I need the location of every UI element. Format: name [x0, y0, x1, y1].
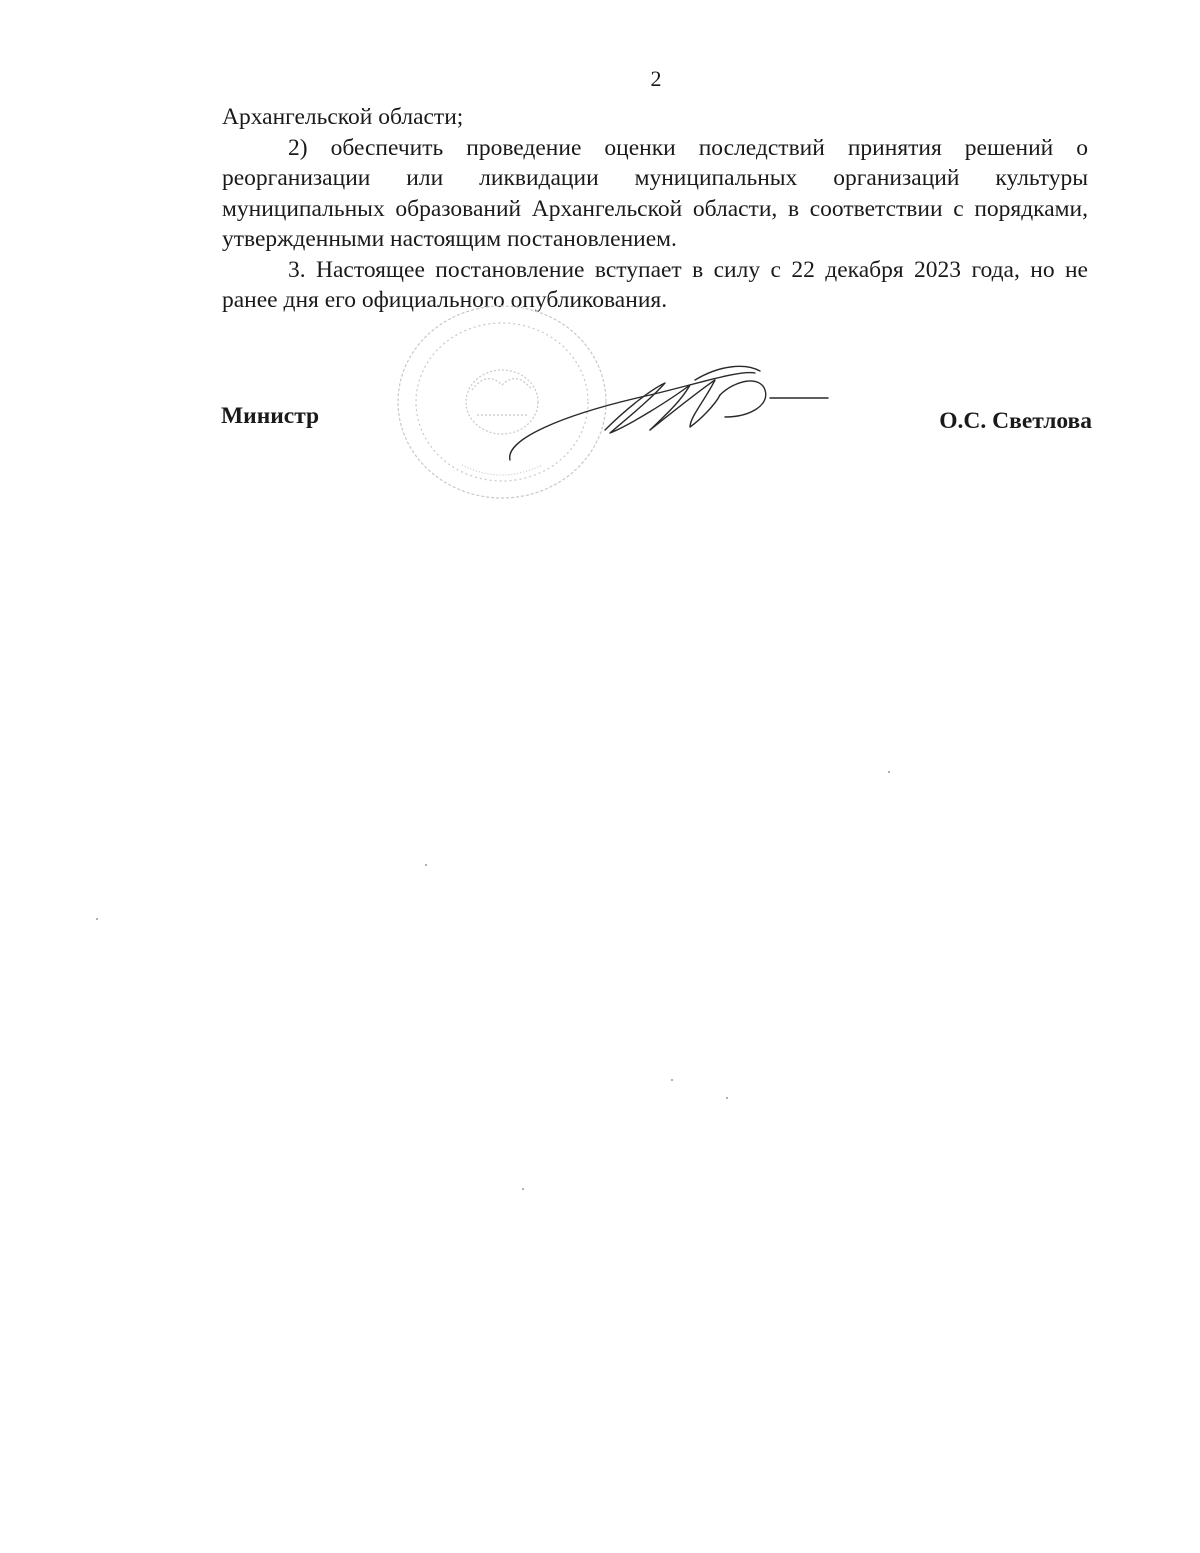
scan-speck — [888, 771, 890, 773]
scan-speck — [671, 1079, 673, 1081]
scan-speck — [425, 864, 427, 866]
page-number: 2 — [650, 66, 662, 91]
scan-speck — [522, 1188, 524, 1190]
signatory-title: Министр — [221, 403, 320, 429]
scan-speck — [96, 918, 98, 920]
paragraph-item-3: 3. Настоящее постановление вступает в силу с 22 декабря 2023 года, но не ранее дня его официального опубликования. — [222, 256, 1088, 313]
handwritten-signature — [500, 355, 840, 470]
paragraph-item-2: 2) обеспечить проведение оценки последствий принятия решений о реорганизации или ликвидации муниципальных организаций культуры муниципальных образований Архангельской области, в соответствии с порядками, утвержденными настоящим постановлением. — [222, 134, 1088, 252]
document-body — [222, 102, 1088, 316]
paragraph-continuation: Архангельской области; — [222, 104, 464, 130]
scan-speck — [726, 1097, 728, 1099]
signatory-name: О.С. Светлова — [939, 408, 1092, 434]
